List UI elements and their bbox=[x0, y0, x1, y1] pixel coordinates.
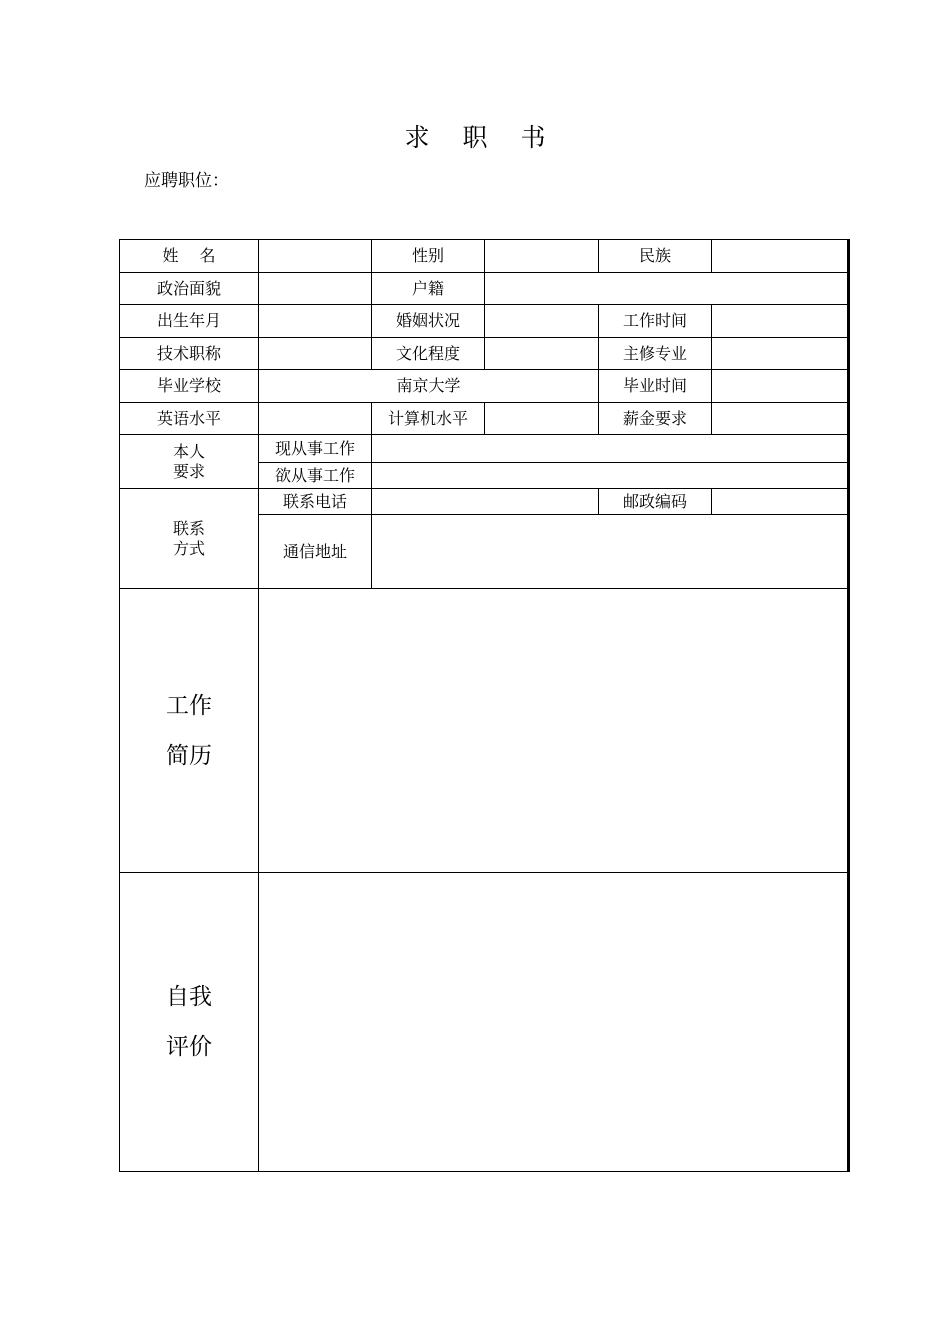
work-time-field[interactable] bbox=[712, 305, 849, 338]
work-resume-label-line2: 简历 bbox=[166, 742, 212, 769]
hukou-field[interactable] bbox=[485, 273, 849, 305]
education-field[interactable] bbox=[485, 338, 599, 370]
current-job-label: 现从事工作 bbox=[259, 435, 372, 463]
work-resume-label bbox=[120, 589, 259, 873]
political-status-field[interactable] bbox=[259, 273, 372, 305]
ethnicity-field[interactable] bbox=[712, 240, 849, 273]
ethnicity-label: 民族 bbox=[599, 240, 712, 273]
gender-field[interactable] bbox=[485, 240, 599, 273]
major-label: 主修专业 bbox=[599, 338, 712, 370]
computer-field[interactable] bbox=[485, 403, 599, 435]
table-row bbox=[120, 873, 849, 1172]
table-row bbox=[120, 273, 849, 305]
name-label: 姓 名 bbox=[120, 240, 259, 273]
table-row bbox=[120, 370, 849, 403]
table-row bbox=[120, 403, 849, 435]
major-field[interactable] bbox=[712, 338, 849, 370]
contact-label-line2: 方式 bbox=[172, 538, 205, 558]
postcode-field[interactable] bbox=[712, 489, 849, 515]
requirements-label-line1: 本人 bbox=[172, 441, 205, 461]
marital-field[interactable] bbox=[485, 305, 599, 338]
application-form bbox=[119, 239, 850, 1172]
table-row bbox=[120, 240, 849, 273]
address-field[interactable] bbox=[372, 515, 849, 589]
table-row bbox=[120, 338, 849, 370]
grad-time-label: 毕业时间 bbox=[599, 370, 712, 403]
self-evaluation-label-line2: 评价 bbox=[166, 1034, 212, 1060]
desired-job-field[interactable] bbox=[372, 463, 849, 489]
birth-label: 出生年月 bbox=[120, 305, 259, 338]
name-field[interactable] bbox=[259, 240, 372, 273]
salary-field[interactable] bbox=[712, 403, 849, 435]
salary-label: 薪金要求 bbox=[599, 403, 712, 435]
work-time-label: 工作时间 bbox=[599, 305, 712, 338]
school-label: 毕业学校 bbox=[120, 370, 259, 403]
tech-title-label: 技术职称 bbox=[120, 338, 259, 370]
table-row bbox=[120, 489, 849, 515]
address-label: 通信地址 bbox=[259, 515, 372, 589]
postcode-label: 邮政编码 bbox=[599, 489, 712, 515]
english-label: 英语水平 bbox=[120, 403, 259, 435]
current-job-field[interactable] bbox=[372, 435, 849, 463]
work-resume-label-line1: 工作 bbox=[166, 692, 212, 719]
school-field[interactable]: 南京大学 bbox=[259, 370, 599, 403]
tech-title-field[interactable] bbox=[259, 338, 372, 370]
page-title: 求 职 书 bbox=[404, 123, 546, 152]
english-field[interactable] bbox=[259, 403, 372, 435]
desired-job-label: 欲从事工作 bbox=[259, 463, 372, 489]
requirements-label bbox=[120, 435, 259, 489]
requirements-label-line2: 要求 bbox=[172, 461, 205, 481]
contact-label-line1: 联系 bbox=[172, 518, 205, 538]
education-label: 文化程度 bbox=[372, 338, 485, 370]
table-row bbox=[120, 305, 849, 338]
position-label: 应聘职位： bbox=[144, 171, 229, 191]
table-row bbox=[120, 589, 849, 873]
self-evaluation-label-line1: 自我 bbox=[166, 984, 212, 1010]
computer-label: 计算机水平 bbox=[372, 403, 485, 435]
phone-label: 联系电话 bbox=[259, 489, 372, 515]
political-status-label: 政治面貌 bbox=[120, 273, 259, 305]
self-evaluation-label bbox=[120, 873, 259, 1172]
marital-label: 婚姻状况 bbox=[372, 305, 485, 338]
table-row bbox=[120, 435, 849, 463]
contact-label bbox=[120, 489, 259, 589]
work-resume-field[interactable] bbox=[259, 589, 849, 873]
grad-time-field[interactable] bbox=[712, 370, 849, 403]
hukou-label: 户籍 bbox=[372, 273, 485, 305]
birth-field[interactable] bbox=[259, 305, 372, 338]
self-evaluation-field[interactable] bbox=[259, 873, 849, 1172]
gender-label: 性别 bbox=[372, 240, 485, 273]
phone-field[interactable] bbox=[372, 489, 599, 515]
